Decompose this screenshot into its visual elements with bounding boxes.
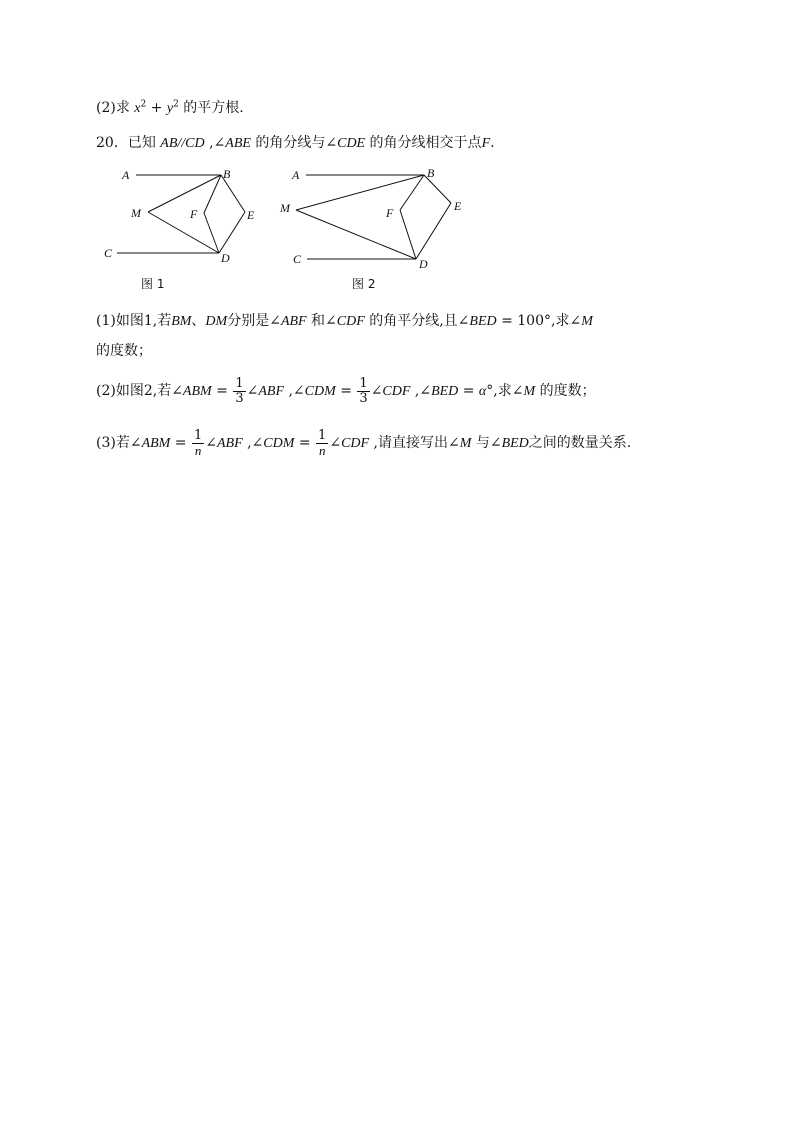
- fig2-label-d: D: [419, 257, 428, 271]
- fig1-line-ed: [219, 212, 245, 253]
- part2-line: (2)求 $x^2 + y^2$ 的平方根.: [96, 99, 244, 116]
- fig2-line-fd: [400, 210, 416, 259]
- fig1-label-a: A: [122, 168, 130, 182]
- figures-svg: [0, 160, 794, 300]
- fig2-label-e: E: [454, 199, 462, 213]
- fig2-label-c: C: [293, 252, 302, 266]
- fig1-line-md: [148, 212, 219, 253]
- fig2-line-ed: [416, 203, 451, 259]
- fig2-line-mb: [296, 175, 424, 210]
- fig1-label-f: F: [190, 207, 198, 221]
- fig1-caption: 图 1: [141, 277, 165, 291]
- fig1-label-d: D: [221, 251, 230, 265]
- fig2-label-f: F: [386, 206, 394, 220]
- figure-2: [296, 175, 451, 259]
- sub-question-2: (2)如图2,若∠ABM = $\frac{1}{3}$ ∠ABF ,∠CDM = $\frac{1}{3}$ ∠CDF ,∠BED = α°,求∠M 的度数；: [96, 375, 596, 406]
- fig1-line-bf: [204, 175, 221, 213]
- fig2-label-m: M: [280, 201, 290, 215]
- fig1-label-e: E: [247, 208, 255, 222]
- fig1-label-c: C: [104, 246, 113, 260]
- fig1-line-mb: [148, 175, 221, 212]
- question-number: 20．: [96, 135, 128, 151]
- sub-question-1-line1: (1)如图1,若BM、DM分别是∠ABF 和∠CDF 的角平分线,且∠BED = 100°,求∠M: [96, 313, 593, 329]
- sub-question-1-line2: 的度数；: [96, 343, 152, 359]
- fig2-label-b: B: [427, 166, 435, 180]
- fig2-caption: 图 2: [352, 277, 376, 291]
- fraction-one-over-n-a: $\frac{1}{n}$: [193, 427, 203, 458]
- fig1-label-b: B: [223, 167, 231, 181]
- question-20-stem: 20．已知 AB//CD ,∠ABE 的角分线与∠CDE 的角分线相交于点F.: [96, 135, 495, 151]
- fig1-label-m: M: [131, 206, 141, 220]
- fig1-line-fd: [204, 213, 219, 253]
- fig2-label-a: A: [292, 168, 300, 182]
- fraction-one-third-a: $\frac{1}{3}$: [235, 375, 244, 406]
- fraction-one-over-n-b: $\frac{1}{n}$: [318, 427, 327, 458]
- fraction-one-third-b: $\frac{1}{3}$: [359, 375, 368, 406]
- fig2-line-md: [296, 210, 416, 259]
- sub-question-3: (3)若∠ABM = $\frac{1}{n}$ ∠ABF ,∠CDM = $\frac{1}{n}$ ∠CDF ,请直接写出∠M 与∠BED之间的数量关系.: [96, 427, 632, 458]
